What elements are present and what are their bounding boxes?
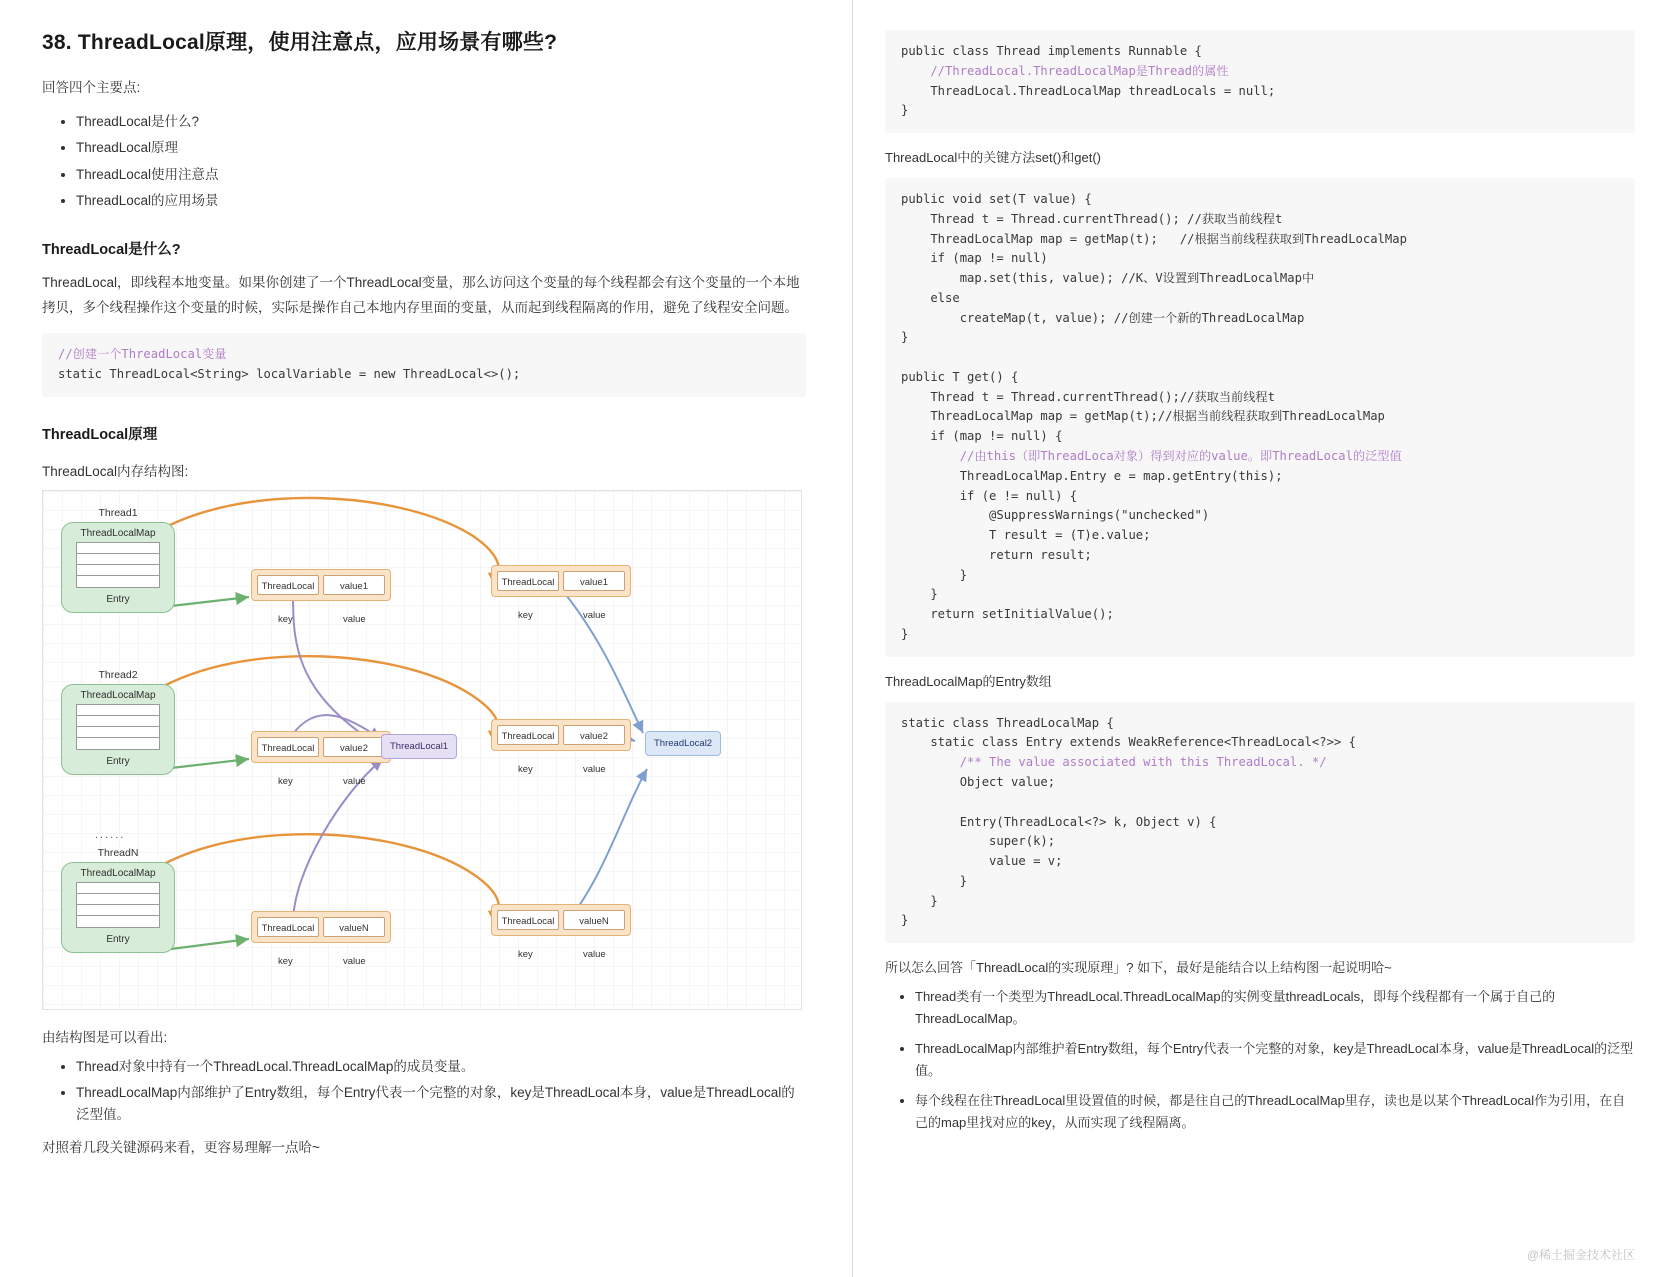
code-line: ThreadLocalMap map = getMap(t); //根据当前线程获取到ThreadLocalMap — [901, 231, 1407, 246]
section-heading-what-is: ThreadLocal是什么? — [42, 242, 181, 259]
code-line: if (e != null) { — [901, 488, 1078, 503]
code-line: return setInitialValue(); — [901, 607, 1114, 622]
key-caption: key — [278, 775, 293, 787]
section-heading-principle: ThreadLocal原理 — [42, 426, 158, 443]
entry-value: value1 — [563, 571, 625, 591]
code-line: ThreadLocalMap map = getMap(t);//根据当前线程获取到ThreadLocalMap — [901, 409, 1385, 424]
code-block-thread-class — [885, 30, 1635, 133]
entry-value: value1 — [323, 575, 385, 595]
code-line: value = v; — [901, 854, 1063, 869]
list-item: • ThreadLocal的应用场景 — [76, 190, 806, 212]
key-caption: key — [518, 763, 533, 775]
code-line: } — [901, 103, 909, 118]
thread-box — [61, 684, 175, 775]
code-line: return result; — [901, 547, 1092, 562]
ellipsis: ...... — [95, 828, 126, 841]
code-line: static ThreadLocal<String> localVariable = new ThreadLocal<>(); — [58, 366, 521, 381]
page-title: 38. ThreadLocal原理，使用注意点，应用场景有哪些? — [42, 31, 558, 54]
value-caption: value — [343, 955, 366, 967]
code-line: } — [901, 587, 938, 602]
list-item: • Thread对象中持有一个ThreadLocal.ThreadLocalMap的成员变量。 — [76, 1056, 806, 1078]
key-caption: key — [278, 613, 293, 625]
thread-box — [61, 862, 175, 953]
entry-key: ThreadLocal — [497, 725, 559, 745]
value-caption: value — [583, 763, 606, 775]
entry-kv-box — [251, 569, 391, 601]
list-item: • ThreadLocal原理 — [76, 137, 806, 159]
section-body-what-is: ThreadLocal，即线程本地变量。如果你创建了一个ThreadLocal变量，那么访问这个变量的每个线程都会有这个变量的一个本地拷贝，多个线程操作这个变量的时候，实际是操作自己本地内存里面的变量，从而起到线程隔离的作用，避免了线程安全问题。 — [42, 275, 800, 315]
diagram-conclusion-lead: 由结构图是可以看出: — [42, 1029, 168, 1045]
entry-label: Entry — [106, 593, 130, 605]
list-item: • Thread类有一个类型为ThreadLocal.ThreadLocalMap的实例变量threadLocals，即每个线程都有一个属于自己的ThreadLocalMap。 — [915, 986, 1635, 1031]
code-line: static class ThreadLocalMap { — [901, 715, 1114, 730]
value-caption: value — [343, 613, 366, 625]
code-comment: //ThreadLocal.ThreadLocalMap是Thread的属性 — [901, 63, 1229, 78]
code-line: public T get() { — [901, 369, 1019, 384]
code-line: Thread t = Thread.currentThread(); //获取当前线程t — [901, 211, 1283, 226]
key-caption: key — [518, 948, 533, 960]
thread-label: Thread2 — [98, 668, 138, 681]
code-line: } — [901, 567, 968, 582]
threadlocal-memory-diagram — [42, 490, 802, 1010]
code-line: createMap(t, value); //创建一个新的ThreadLocalMap — [901, 310, 1305, 325]
entry-value: valueN — [563, 910, 625, 930]
watermark: @稀土掘金技术社区 — [1526, 1248, 1635, 1262]
map-slots — [76, 704, 160, 750]
list-item: • ThreadLocalMap内部维护着Entry数组，每个Entry代表一个完整的对象，key是ThreadLocal本身，value是ThreadLocal的泛型值。 — [915, 1038, 1635, 1083]
threadlocal2-ref-box: ThreadLocal2 — [645, 731, 721, 756]
closing-text: 对照着几段关键源码来看，更容易理解一点哈~ — [42, 1140, 320, 1156]
code-line: public void set(T value) { — [901, 192, 1092, 207]
threadlocalmap-title: ThreadLocalMap — [80, 689, 156, 701]
code-line: Object value; — [901, 774, 1056, 789]
code-block-create-threadlocal — [42, 333, 806, 397]
key-caption: key — [518, 609, 533, 621]
entry-value: value2 — [563, 725, 625, 745]
list-item: • ThreadLocal使用注意点 — [76, 164, 806, 186]
right-column — [853, 0, 1675, 1277]
code-line: } — [901, 913, 909, 928]
entry-label: Entry — [106, 755, 130, 767]
threadlocalmap-title: ThreadLocalMap — [80, 527, 156, 539]
answer-bullet-list — [885, 986, 1635, 1134]
code-line: ThreadLocalMap.Entry e = map.getEntry(this); — [901, 468, 1283, 483]
entry-key: ThreadLocal — [497, 910, 559, 930]
code-comment: //由this（即ThreadLoca对象）得到对应的value。即ThreadLocal的泛型值 — [901, 449, 1402, 464]
entry-key: ThreadLocal — [257, 737, 319, 757]
code-line: } — [901, 893, 938, 908]
entry-value: valueN — [323, 917, 385, 937]
code-line: public class Thread implements Runnable { — [901, 44, 1202, 58]
code-line: map.set(this, value); //K、V设置到ThreadLocalMap中 — [901, 271, 1315, 286]
entry-kv-box — [491, 904, 631, 936]
value-caption: value — [343, 775, 366, 787]
list-item: • ThreadLocal是什么? — [76, 111, 806, 133]
threadlocalmap-title: ThreadLocalMap — [80, 867, 156, 879]
code-line: @SuppressWarnings("unchecked") — [901, 508, 1210, 523]
caption-entry-array: ThreadLocalMap的Entry数组 — [885, 673, 1052, 689]
thread-label: ThreadN — [97, 846, 139, 859]
code-line: T result = (T)e.value; — [901, 528, 1151, 543]
code-comment: //创建一个ThreadLocal变量 — [58, 346, 227, 361]
intro-bullet-list — [42, 111, 806, 212]
code-line: if (map != null) — [901, 251, 1048, 266]
code-line: else — [901, 290, 960, 305]
thread-label: Thread1 — [98, 506, 138, 519]
code-line: } — [901, 330, 909, 345]
code-comment: /** The value associated with this ThreadLocal. */ — [901, 755, 1327, 770]
diagram-caption: ThreadLocal内存结构图: — [42, 463, 189, 479]
value-caption: value — [583, 609, 606, 621]
code-line: ThreadLocal.ThreadLocalMap threadLocals = null; — [901, 83, 1276, 98]
code-block-set-get — [885, 178, 1635, 657]
list-item: • 每个线程在往ThreadLocal里设置值的时候，都是往自己的ThreadLocalMap里存，读也是以某个ThreadLocal作为引用，在自己的map里找对应的key，从而实现了线程隔离。 — [915, 1090, 1635, 1135]
map-slots — [76, 882, 160, 928]
entry-kv-box — [491, 719, 631, 751]
entry-value: value2 — [323, 737, 385, 757]
code-line: Thread t = Thread.currentThread();//获取当前线程t — [901, 389, 1275, 404]
entry-key: ThreadLocal — [257, 917, 319, 937]
list-item: • ThreadLocalMap内部维护了Entry数组，每个Entry代表一个完整的对象，key是ThreadLocal本身，value是ThreadLocal的泛型值。 — [76, 1082, 806, 1127]
thread-box — [61, 522, 175, 613]
code-line: super(k); — [901, 834, 1056, 849]
code-line: static class Entry extends WeakReference<ThreadLocal<?>> { — [901, 735, 1356, 750]
entry-kv-box — [251, 911, 391, 943]
code-line: } — [901, 626, 909, 641]
map-slots — [76, 542, 160, 588]
key-caption: key — [278, 955, 293, 967]
answer-intro: 所以怎么回答「ThreadLocal的实现原理」? 如下，最好是能结合以上结构图一起说明哈~ — [885, 960, 1392, 976]
entry-key: ThreadLocal — [257, 575, 319, 595]
intro-text: 回答四个主要点: — [42, 80, 141, 95]
code-line: if (map != null) { — [901, 429, 1063, 444]
code-line: Entry(ThreadLocal<?> k, Object v) { — [901, 814, 1217, 829]
caption-set-get: ThreadLocal中的关键方法set()和get() — [885, 150, 1101, 166]
entry-key: ThreadLocal — [497, 571, 559, 591]
diagram-conclusion-list — [42, 1056, 806, 1127]
entry-kv-box — [251, 731, 391, 763]
threadlocal1-ref-box: ThreadLocal1 — [381, 734, 457, 759]
entry-kv-box — [491, 565, 631, 597]
code-line: } — [901, 873, 968, 888]
value-caption: value — [583, 948, 606, 960]
entry-label: Entry — [106, 933, 130, 945]
code-block-entry — [885, 702, 1635, 943]
